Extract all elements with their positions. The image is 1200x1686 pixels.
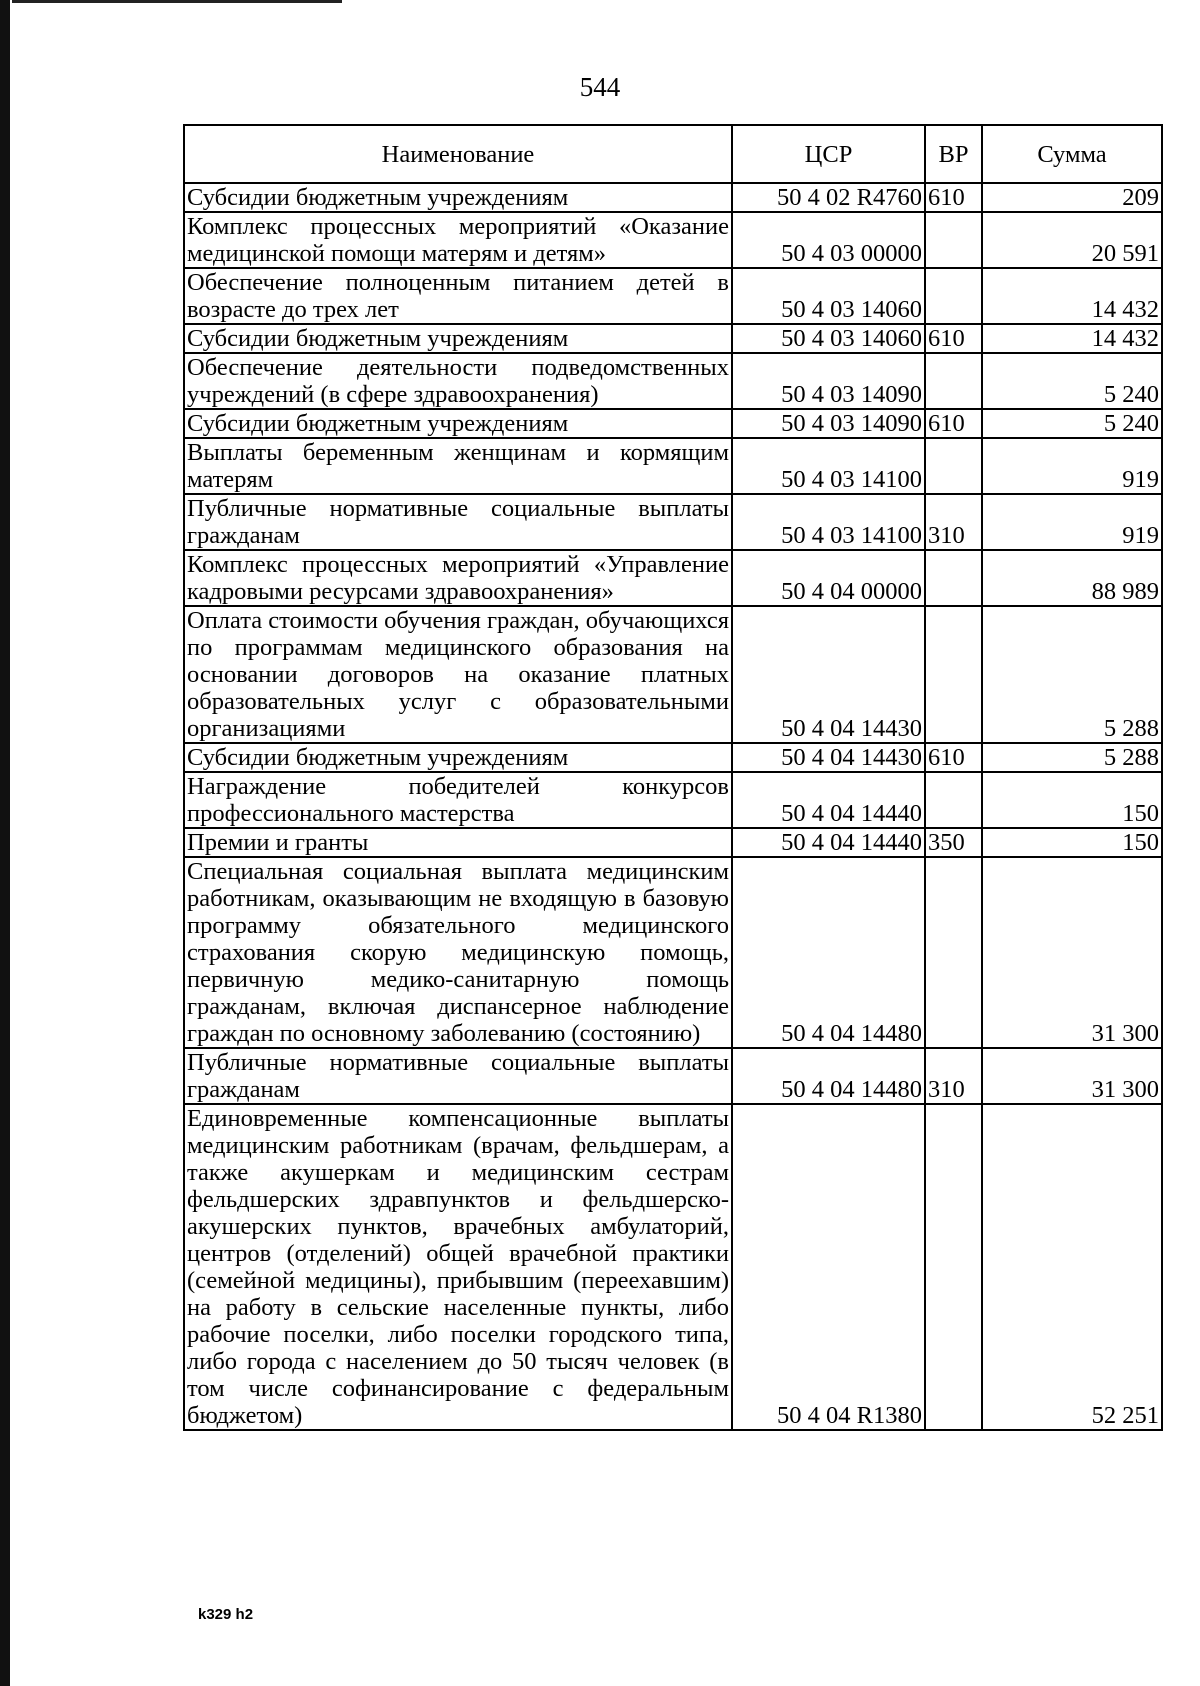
table-body [184,183,1162,1430]
row-vr-cell [925,550,982,606]
row-csr-cell: 50 4 04 14430 [732,743,925,772]
row-vr-cell: 310 [925,494,982,550]
row-name-cell: Специальная социальная выплата медицинским работникам, оказывающим не входящую в базовую программу обязательного медицинского страхования скорую медицинскую помощь, первичную медико-санитарную помощь гражданам, включая диспансерное наблюдение граждан по основному заболеванию (состоянию) [184,857,732,1048]
row-name-cell: Комплекс процессных мероприятий «Управление кадровыми ресурсами здравоохранения» [184,550,732,606]
table-row [184,438,1162,494]
table-row [184,743,1162,772]
table-row [184,550,1162,606]
row-csr-cell: 50 4 04 14480 [732,857,925,1048]
row-name-cell: Единовременные компенсационные выплаты медицинским работникам (врачам, фельдшерам, а также акушеркам и медицинским сестрам фельдшерских здравпунктов и фельдшерско-акушерских пунктов, врачебных амбулаторий, центров (отделений) общей врачебной практики (семейной медицины), прибывшим (переехавшим) на работу в сельские населенные пункты, либо рабочие поселки, либо поселки городского типа, либо города с населением до 50 тысяч человек (в том числе софинансирование с федеральным бюджетом) [184,1104,732,1430]
row-csr-cell: 50 4 03 14090 [732,409,925,438]
header-name: Наименование [184,125,732,183]
row-vr-cell: 610 [925,183,982,212]
header-csr: ЦСР [732,125,925,183]
row-sum-cell: 919 [982,438,1162,494]
table-row [184,183,1162,212]
row-vr-cell [925,353,982,409]
row-sum-cell: 14 432 [982,268,1162,324]
row-sum-cell: 5 288 [982,743,1162,772]
row-name-cell: Премии и гранты [184,828,732,857]
row-csr-cell: 50 4 04 14440 [732,772,925,828]
row-sum-cell: 919 [982,494,1162,550]
table-row [184,212,1162,268]
row-sum-cell: 20 591 [982,212,1162,268]
row-sum-cell: 88 989 [982,550,1162,606]
table-row [184,324,1162,353]
table-row [184,828,1162,857]
row-csr-cell: 50 4 03 14060 [732,324,925,353]
row-csr-cell: 50 4 04 R1380 [732,1104,925,1430]
footer-code: k329 h2 [198,1606,254,1623]
table-row [184,1048,1162,1104]
row-name-cell: Субсидии бюджетным учреждениям [184,409,732,438]
row-name-cell: Публичные нормативные социальные выплаты гражданам [184,1048,732,1104]
row-csr-cell: 50 4 04 14430 [732,606,925,743]
row-vr-cell [925,857,982,1048]
scan-top-edge [12,0,342,3]
row-vr-cell [925,772,982,828]
table-row [184,353,1162,409]
row-sum-cell: 5 240 [982,353,1162,409]
row-name-cell: Оплата стоимости обучения граждан, обучающихся по программам медицинского образования на основании договоров на оказание платных образовательных услуг с образовательными организациями [184,606,732,743]
row-sum-cell: 52 251 [982,1104,1162,1430]
header-vr: ВР [925,125,982,183]
row-vr-cell [925,1104,982,1430]
row-name-cell: Субсидии бюджетным учреждениям [184,324,732,353]
row-name-cell: Публичные нормативные социальные выплаты гражданам [184,494,732,550]
row-sum-cell: 31 300 [982,857,1162,1048]
row-csr-cell: 50 4 03 14100 [732,494,925,550]
row-sum-cell: 150 [982,828,1162,857]
row-name-cell: Субсидии бюджетным учреждениям [184,743,732,772]
row-sum-cell: 209 [982,183,1162,212]
table-row [184,772,1162,828]
table-row [184,857,1162,1048]
row-vr-cell: 310 [925,1048,982,1104]
row-csr-cell: 50 4 04 14440 [732,828,925,857]
row-name-cell: Обеспечение полноценным питанием детей в возрасте до трех лет [184,268,732,324]
row-sum-cell: 31 300 [982,1048,1162,1104]
row-sum-cell: 14 432 [982,324,1162,353]
row-name-cell: Комплекс процессных мероприятий «Оказание медицинской помощи матерям и детям» [184,212,732,268]
row-vr-cell: 610 [925,409,982,438]
row-csr-cell: 50 4 03 14090 [732,353,925,409]
row-vr-cell: 350 [925,828,982,857]
row-csr-cell: 50 4 02 R4760 [732,183,925,212]
row-name-cell: Награждение победителей конкурсов профессионального мастерства [184,772,732,828]
row-sum-cell: 5 288 [982,606,1162,743]
row-name-cell: Выплаты беременным женщинам и кормящим матерям [184,438,732,494]
row-sum-cell: 150 [982,772,1162,828]
table-row [184,494,1162,550]
row-csr-cell: 50 4 03 14060 [732,268,925,324]
row-vr-cell: 610 [925,743,982,772]
row-name-cell: Обеспечение деятельности подведомственных учреждений (в сфере здравоохранения) [184,353,732,409]
row-vr-cell [925,438,982,494]
header-sum: Сумма [982,125,1162,183]
row-csr-cell: 50 4 03 14100 [732,438,925,494]
row-sum-cell: 5 240 [982,409,1162,438]
row-vr-cell [925,268,982,324]
table-header-row [184,125,1162,183]
table-row [184,409,1162,438]
row-vr-cell [925,212,982,268]
table-row [184,606,1162,743]
scan-left-edge [0,0,10,1686]
page-number: 544 [579,72,621,102]
row-name-cell: Субсидии бюджетным учреждениям [184,183,732,212]
table-row [184,1104,1162,1430]
row-vr-cell [925,606,982,743]
table-row [184,268,1162,324]
row-csr-cell: 50 4 04 14480 [732,1048,925,1104]
row-csr-cell: 50 4 03 00000 [732,212,925,268]
row-csr-cell: 50 4 04 00000 [732,550,925,606]
row-vr-cell: 610 [925,324,982,353]
budget-table [183,124,1163,1431]
